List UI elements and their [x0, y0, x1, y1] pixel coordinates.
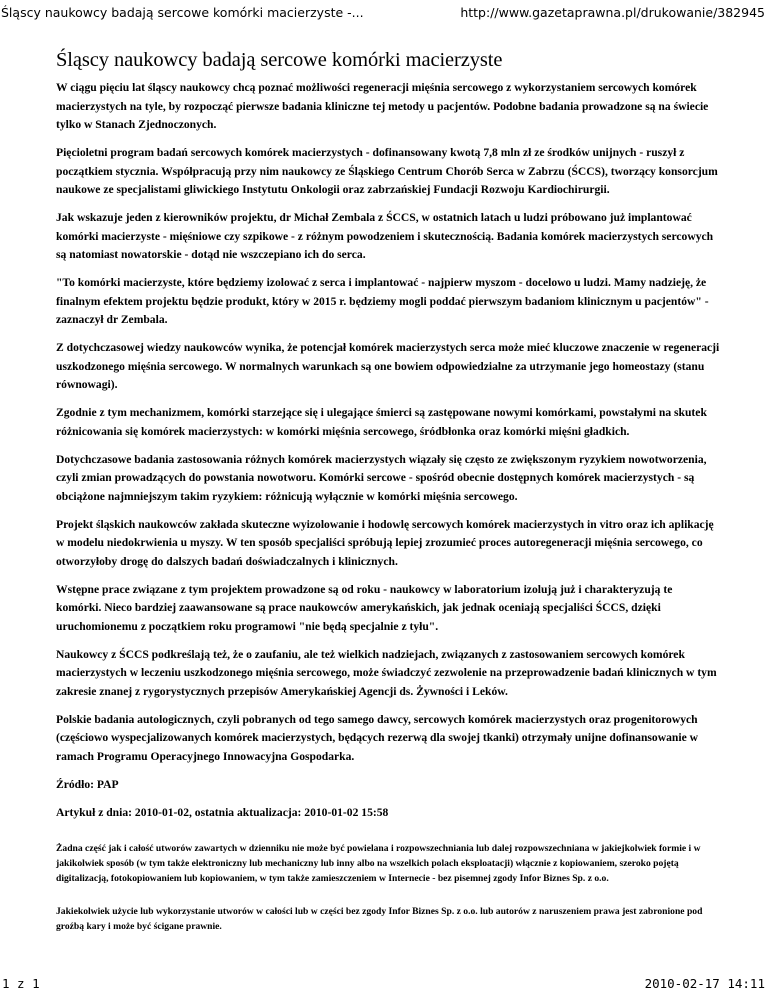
article-dates: Artykuł z dnia: 2010-01-02, ostatnia aktualizacja: 2010-01-02 15:58: [56, 806, 389, 819]
article-paragraph: Pięcioletni program badań sercowych komórek macierzystych - dofinansowany kwotą 7,8 mln zł ze środków unijnych - ruszył z początkiem stycznia. Współpracują przy nim naukowcy ze Śląskiego Centrum Chorób Serca w Zabrzu (ŚCCS), tworzący konsorcjum naukowe ze specjalistami gliwickiego Instytutu Onkologii oraz zabrzańskiej Fundacji Rozwoju Kardiochirurgii.: [56, 146, 718, 196]
article-paragraph: Wstępne prace związane z tym projektem prowadzone są od roku - naukowcy w laboratorium izolują już i charakteryzują te komórki. Nieco bardziej zaawansowane są prace naukowców amerykańskich, jak jednak oceniają specjaliści ŚCCS, dzięki uruchomionemu z początkiem roku programowi "nie będą specjalnie z tyłu".: [56, 582, 673, 633]
copyright-warning: Jakiekolwiek użycie lub wykorzystanie utworów w całości lub w części bez zgody Infor Biznes Sp. z o.o. lub autorów z naruszeniem prawa jest zabronione pod groźbą kary i może być ścigane prawnie.: [56, 905, 703, 932]
article-title: Śląscy naukowcy badają sercowe komórki macierzyste: [56, 49, 503, 71]
article-paragraph: Z dotychczasowej wiedzy naukowców wynika, że potencjał komórek macierzystych serca może mieć kluczowe znaczenie w regeneracji uszkodzonego mięśnia sercowego. W normalnych warunkach są one bowiem odpowiedzialne za utrzymanie jego homeostazy (stanu równowagi).: [56, 341, 720, 391]
article-paragraph: Dotychczasowe badania zastosowania różnych komórek macierzystych wiązały się często ze zwiększonym ryzykiem nowotworzenia, czyli zmian prowadzących do powstania nowotworu. Komórki sercowe - spośród obecnie dostępnych komórek macierzystych - są obciążone najmniejszym takim ryzykiem: różnicują wyłącznie w komórki mięśnia sercowego.: [56, 452, 707, 503]
article-paragraph: W ciągu pięciu lat śląscy naukowcy chcą poznać możliwości regeneracji mięśnia sercowego z wykorzystaniem sercowych komórek macierzystych na tyle, by rozpocząć pierwsze badania kliniczne tej metody u pacjentów. Podobne badania prowadzone są na świecie tylko w Stanach Zjednoczonych.: [56, 81, 709, 131]
article: [56, 46, 720, 952]
article-paragraph: Naukowcy z ŚCCS podkreślają też, że o zaufaniu, ale też wielkich nadziejach, związanych z zastosowaniem sercowych komórek macierzystych w leczeniu uszkodzonego mięśnia sercowego, może świadczyć zezwolenie na przeprowadzenie badań klinicznych w tym zakresie znanej z rygorystycznych przepisów Amerykańskiej Agencji ds. Żywności i Leków.: [56, 647, 717, 698]
print-timestamp: 2010-02-17 14:11: [644, 976, 765, 991]
article-paragraph: "To komórki macierzyste, które będziemy izolować z serca i implantować - najpierw myszom - docelowo u ludzi. Mamy nadzieję, że finalnym efektem projektu będzie produkt, który w 2015 r. będziemy mogli poddać pierwszym badaniom klinicznym u pacjentów" - zaznaczył dr Zembala.: [56, 276, 709, 326]
copyright-notice: Żadna część jak i całość utworów zawartych w dzienniku nie może być powielana i rozpowszechniania lub dalej rozpowszechniana w jakiejkolwiek formie i w jakikolwiek sposób (w tym także elektroniczny lub mechaniczny lub inny albo na wszelkich polach eksploatacji) włącznie z kopiowaniem, szeroko pojętą digitalizacją, fotokopiowaniem lub kopiowaniem, w tym także zamieszczeniem w Internecie - bez pisemnej zgody Infor Biznes Sp. z o.o.: [56, 842, 701, 884]
print-footer: [2, 975, 765, 993]
article-paragraph: Zgodnie z tym mechanizmem, komórki starzejące się i ulegające śmierci są zastępowane nowymi komórkami, powstałymi na skutek różnicowania się komórek macierzystych: w komórki mięśnia sercowego, śródbłonka oraz komórki mięśni gładkich.: [56, 406, 707, 438]
page-number: 1 z 1: [2, 976, 40, 991]
article-source: Źródło: PAP: [56, 777, 119, 791]
print-header-url: http://www.gazetaprawna.pl/drukowanie/382945: [460, 5, 765, 20]
print-header: [1, 3, 765, 23]
print-header-title: Śląscy naukowcy badają sercowe komórki macierzyste -...: [1, 5, 364, 20]
article-paragraph: Projekt śląskich naukowców zakłada skuteczne wyizolowanie i hodowlę sercowych komórek macierzystych in vitro oraz ich aplikację w modelu niedokrwienia u myszy. W ten sposób specjaliści spróbują lepiej zrozumieć proces autoregeneracji mięśnia sercowego, co otworzyłoby drogę do dalszych badań doświadczalnych i klinicznych.: [56, 517, 714, 568]
article-paragraph: Jak wskazuje jeden z kierowników projektu, dr Michał Zembala z ŚCCS, w ostatnich latach u ludzi próbowano już implantować komórki macierzyste - mięśniowe czy szpikowe - z różnym powodzeniem i skutecznością. Badania komórek macierzystych sercowych są natomiast nowatorskie - dotąd nie wszczepiano ich do serca.: [56, 211, 714, 261]
article-paragraph: Polskie badania autologicznych, czyli pobranych od tego samego dawcy, sercowych komórek macierzystych oraz progenitorowych (częściowo wyspecjalizowanych komórek macierzystych, będących rezerwą dla swojej tkanki) otrzymały unijne dofinansowanie w ramach Programu Operacyjnego Innowacyjna Gospodarka.: [56, 712, 698, 763]
